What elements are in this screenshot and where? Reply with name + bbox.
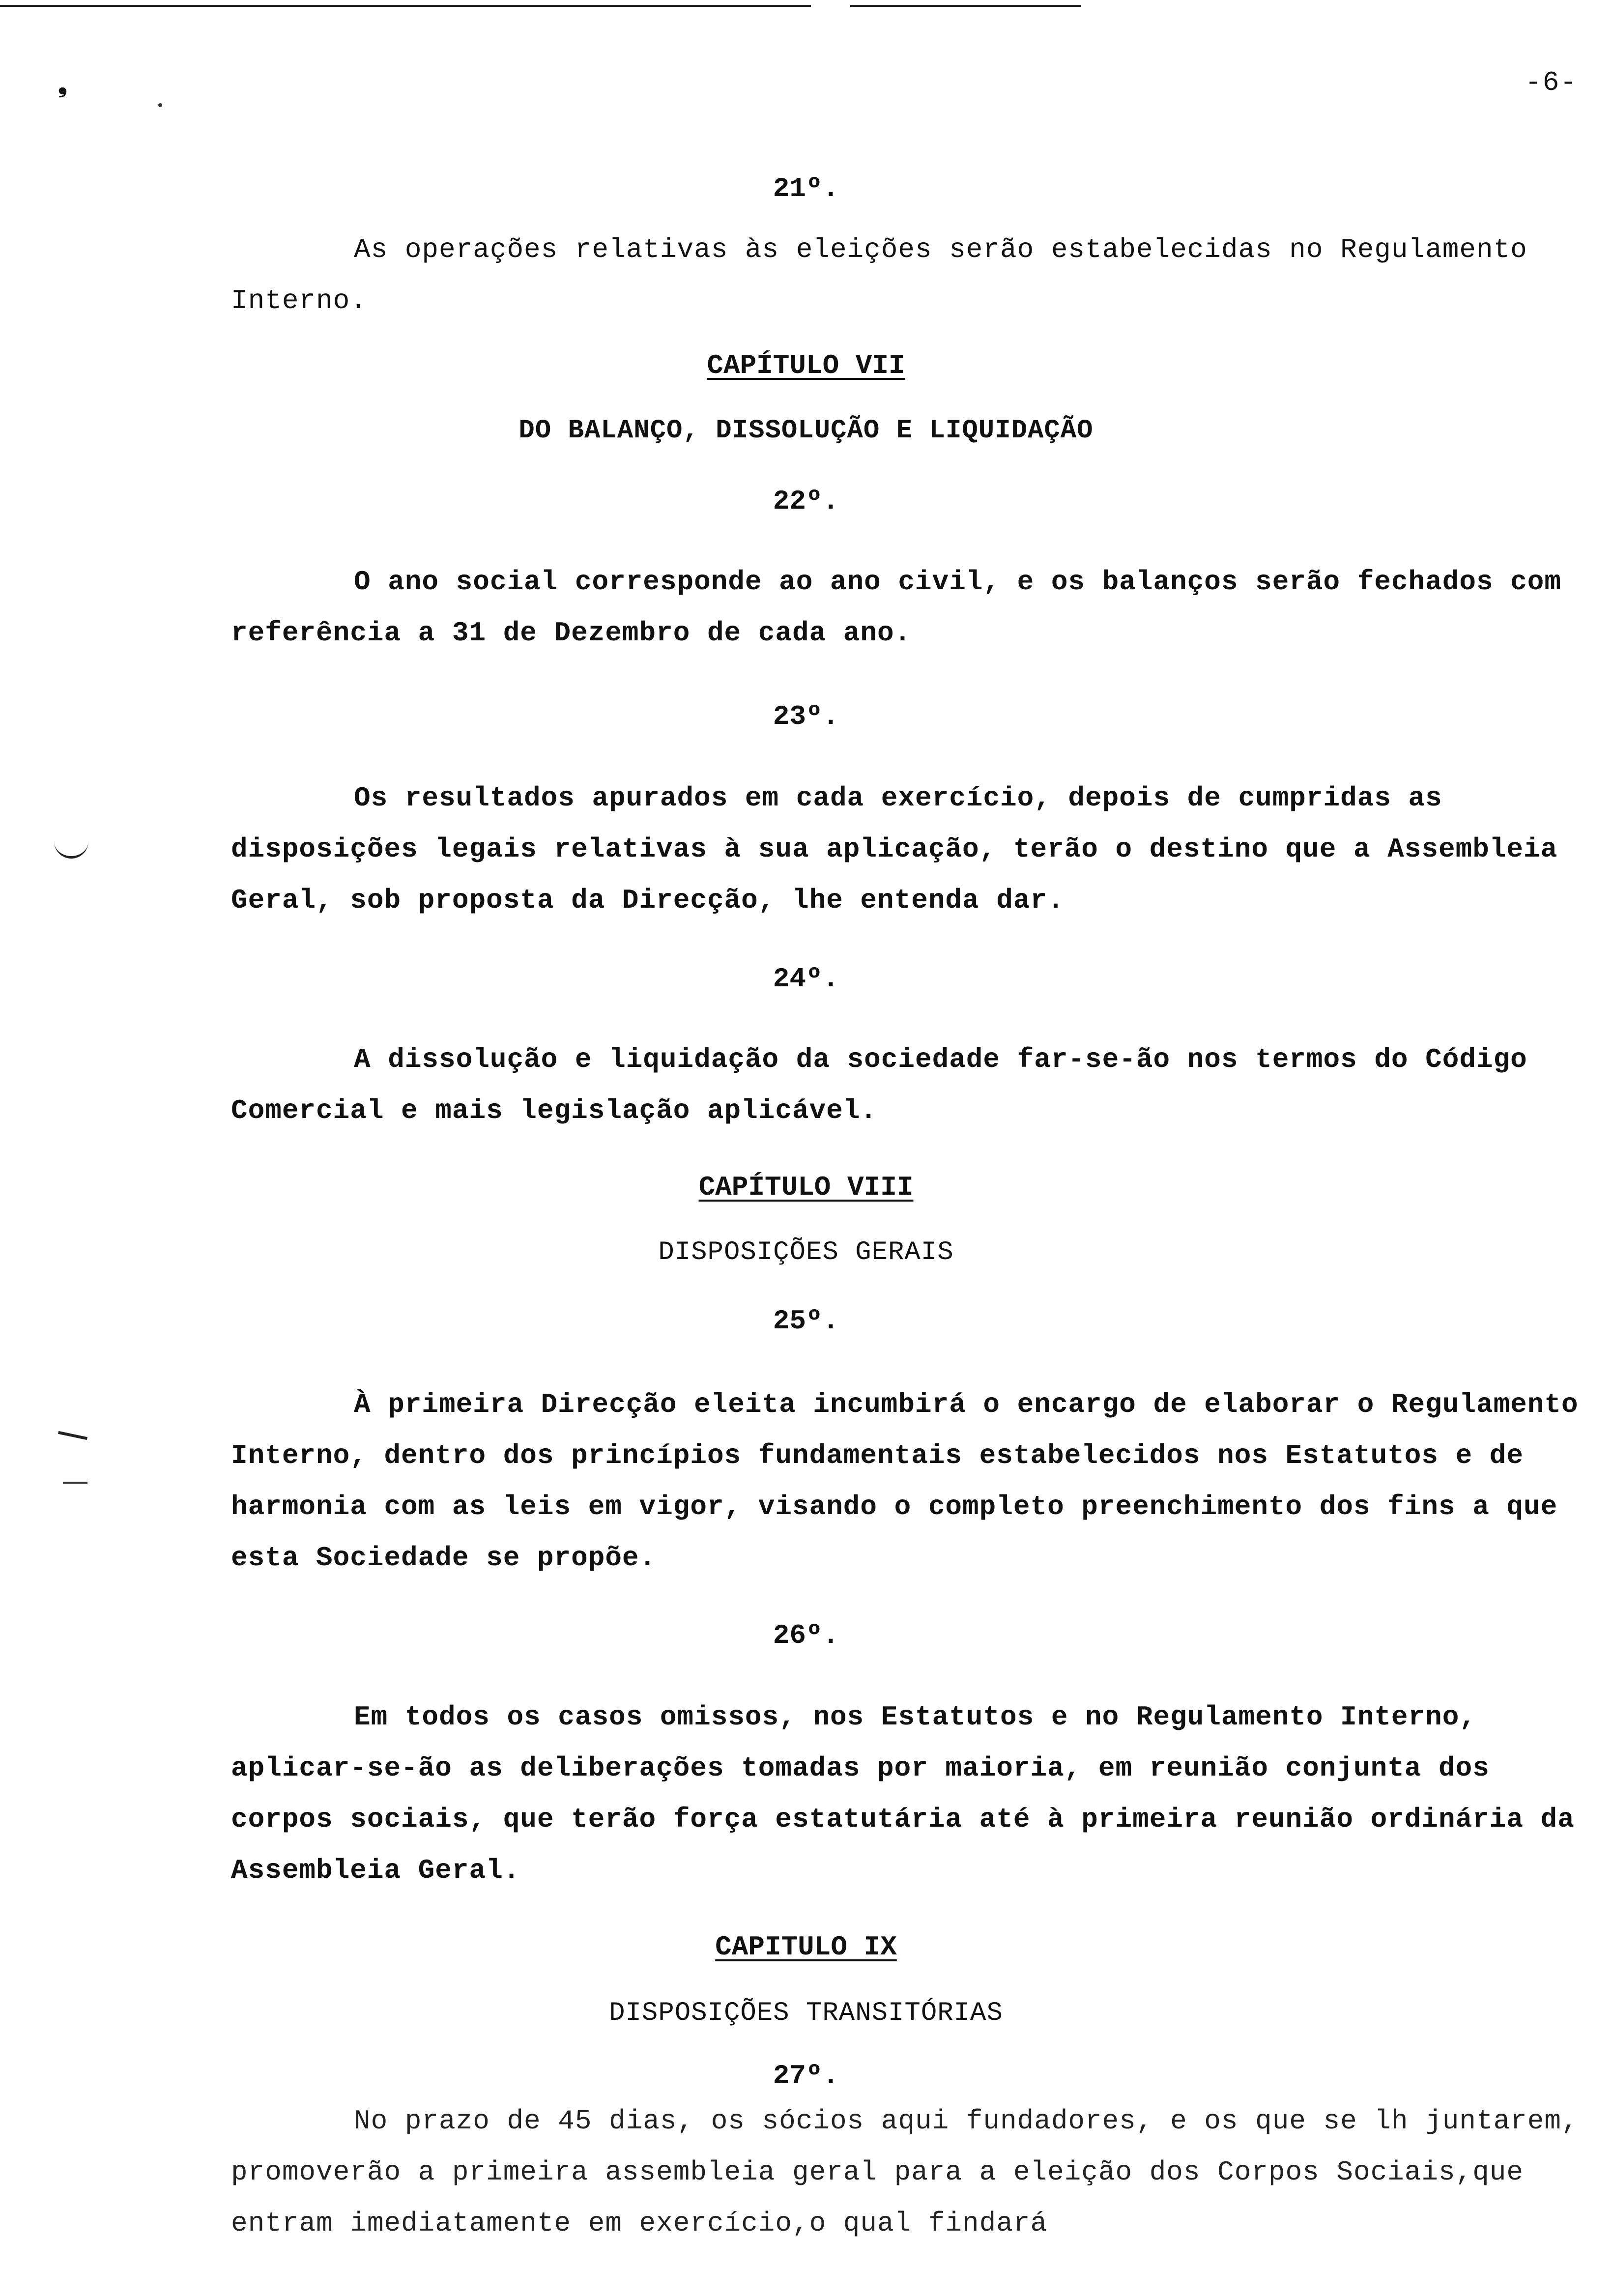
chapter-title-8: DISPOSIÇÕES GERAIS [658,1237,954,1267]
article-heading-26: 26º. [773,1620,839,1651]
article-text-22: O ano social corresponde ao ano civil, e os balanços serão fechados com referência a 31 de Dezembro de cada ano. [231,566,1561,649]
article-text-24: A dissolução e liquidação da sociedade far-se-ão nos termos do Código Comercial e mais legislação aplicável. [231,1044,1527,1126]
chapter-heading-9: CAPITULO IX [715,1931,897,1963]
margin-mark-dash-2 [63,1482,87,1484]
article-text-21: As operações relativas às eleições serão estabelecidas no Regulamento Interno. [231,234,1527,316]
chapter-title-9: DISPOSIÇÕES TRANSITÓRIAS [609,1998,1003,2028]
margin-dot [158,103,162,107]
margin-mark-curve [54,841,88,859]
chapter-title-7: DO BALANÇO, DISSOLUÇÃO E LIQUIDAÇÃO [518,416,1094,446]
article-text-27: No prazo de 45 dias, os sócios aqui fundadores, e os que se lh juntarem, promoverão a primeira assembleia geral para a eleição dos Corpos Sociais,que entram imediatamente em exercício,o qual findará [231,2105,1579,2239]
article-heading-22: 22º. [773,486,839,517]
article-text-26: Em todos os casos omissos, nos Estatutos e no Regulamento Interno, aplicar-se-ão as deliberações tomadas por maioria, em reunião conjunta dos corpos sociais, que terão força estatutária até à primeira reunião ordinária da Assembleia Geral. [231,1701,1575,1886]
article-heading-24: 24º. [773,963,839,995]
top-rule-left [0,5,811,7]
article-heading-23: 23º. [773,701,839,732]
top-rule-right [850,5,1081,7]
margin-mark-dash-1 [58,1431,87,1440]
chapter-heading-7: CAPÍTULO VII [707,350,905,381]
chapter-heading-8: CAPÍTULO VIII [698,1172,914,1203]
article-text-25: À primeira Direcção eleita incumbirá o encargo de elaborar o Regulamento Interno, dentro dos princípios fundamentais estabelecidos nos Estatutos e de harmonia com as leis em vigor, visando o completo preenchimento dos fins a que esta Sociedade se propõe. [231,1389,1579,1574]
article-heading-21: 21º. [773,173,839,204]
article-heading-27: 27º. [773,2060,839,2092]
article-heading-25: 25º. [773,1305,839,1337]
page-number: -6- [1525,67,1578,98]
article-text-23: Os resultados apurados em cada exercício, depois de cumpridas as disposições legais relativas à sua aplicação, terão o destino que a Assembleia Geral, sob proposta da Direcção, lhe entenda dar. [231,782,1558,916]
margin-mark-top: ❟ [58,73,67,100]
